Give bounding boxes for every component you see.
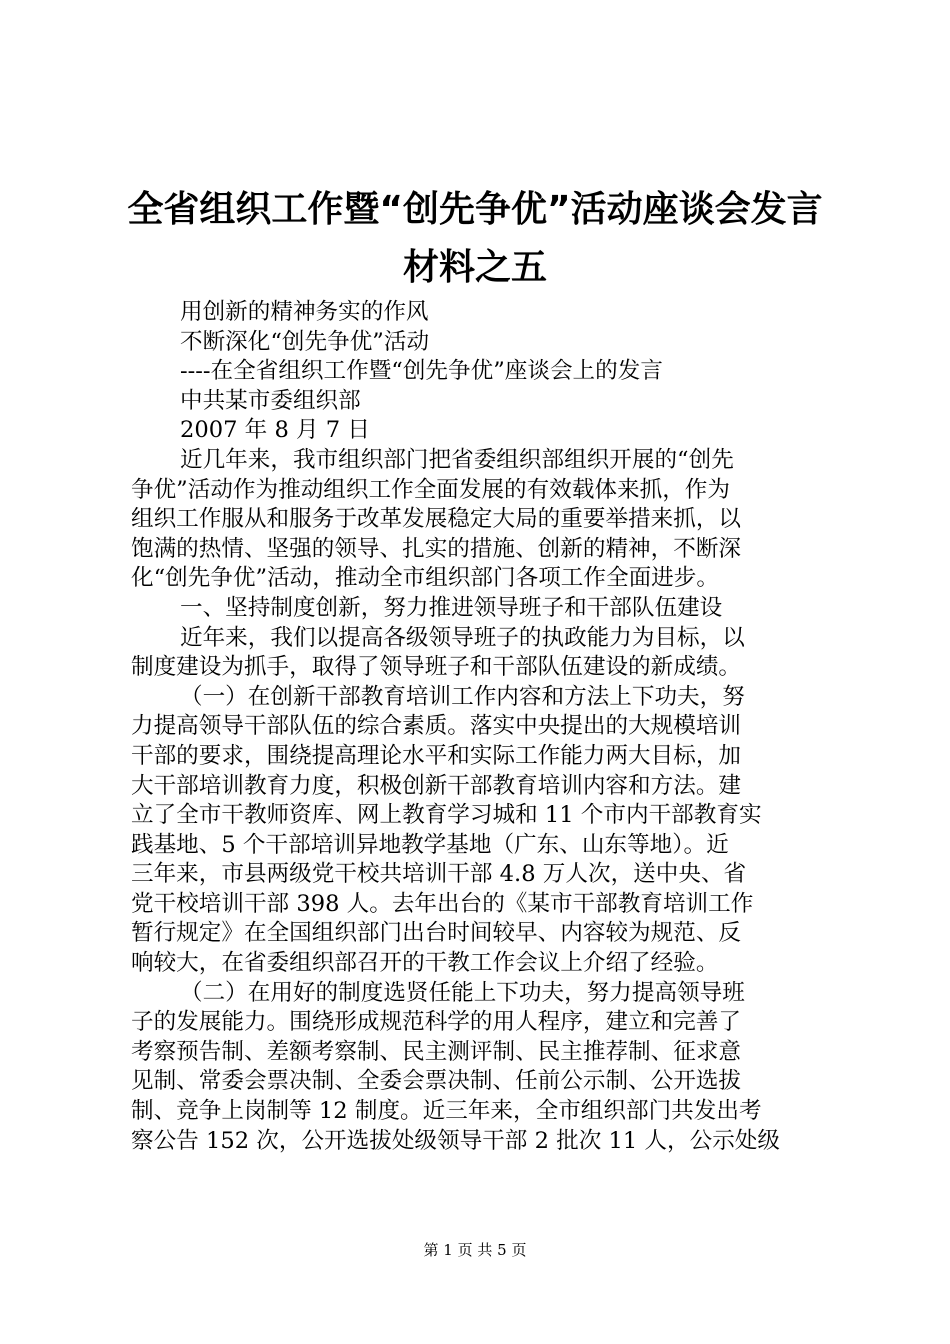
paragraph-line: （一）在创新干部教育培训工作内容和方法上下功夫，努 [180, 683, 745, 710]
paragraph-line: 考察预告制、差额考察制、民主测评制、民主推荐制、征求意 [131, 1038, 742, 1065]
document-body [131, 298, 831, 1156]
paragraph-line: 干部的要求，围绕提高理论水平和实际工作能力两大目标，加 [131, 742, 742, 769]
author-line: 中共某市委组织部 [180, 387, 361, 414]
subtitle-line: ----在全省组织工作暨“创先争优”座谈会上的发言 [180, 358, 663, 385]
date-line: 2007 年 8 月 7 日 [180, 417, 370, 444]
paragraph-line: 制度建设为抓手，取得了领导班子和干部队伍建设的新成绩。 [131, 654, 742, 681]
paragraph-line: 党干校培训干部 398 人。去年出台的《某市干部教育培训工作 [131, 890, 754, 917]
paragraph-line: 近年来，我们以提高各级领导班子的执政能力为目标，以 [180, 624, 745, 651]
paragraph-line: 察公告 152 次，公开选拔处级领导干部 2 批次 11 人，公示处级 [131, 1127, 780, 1154]
paragraph-line: 见制、常委会票决制、全委会票决制、任前公示制、公开选拔 [131, 1068, 742, 1095]
paragraph-line: 暂行规定》在全国组织部门出台时间较早、内容较为规范、反 [131, 920, 742, 947]
paragraph-line: 立了全市干教师资库、网上教育学习城和 11 个市内干部教育实 [131, 802, 762, 829]
paragraph-line: 三年来，市县两级党干校共培训干部 4.8 万人次，送中央、省 [131, 861, 747, 888]
paragraph-line: 近几年来，我市组织部门把省委组织部组织开展的“创先 [180, 446, 734, 473]
page-footer: 第 1 页 共 5 页 [423, 1241, 527, 1259]
paragraph-line: 践基地、5 个干部培训异地教学基地（广东、山东等地）。近 [131, 831, 729, 858]
paragraph-line: 响较大，在省委组织部召开的干教工作会议上介绍了经验。 [131, 950, 719, 977]
document-title-line-1: 全省组织工作暨“创先争优”活动座谈会发言 [127, 189, 823, 230]
document-title-line-2: 材料之五 [402, 247, 547, 288]
paragraph-line: 争优”活动作为推动组织工作全面发展的有效载体来抓，作为 [131, 476, 730, 503]
paragraph-line: 化“创先争优”活动，推动全市组织部门各项工作全面进步。 [131, 565, 719, 592]
subtitle-line: 用创新的精神务实的作风 [180, 299, 429, 325]
paragraph-line: 组织工作服从和服务于改革发展稳定大局的重要举措来抓，以 [131, 506, 742, 533]
paragraph-line: 饱满的热情、坚强的领导、扎实的措施、创新的精神，不断深 [131, 535, 742, 562]
paragraph-line: 制、竞争上岗制等 12 制度。近三年来，全市组织部门共发出考 [131, 1098, 762, 1125]
paragraph-line: （二）在用好的制度选贤任能上下功夫，努力提高领导班 [180, 979, 745, 1006]
subtitle-line: 不断深化“创先争优”活动 [180, 328, 430, 355]
paragraph-line: 大干部培训教育力度，积极创新干部教育培训内容和方法。建 [131, 772, 742, 799]
paragraph-line: 子的发展能力。围绕形成规范科学的用人程序，建立和完善了 [131, 1009, 742, 1036]
section-heading: 一、坚持制度创新，努力推进领导班子和干部队伍建设 [180, 594, 723, 621]
paragraph-line: 力提高领导干部队伍的综合素质。落实中央提出的大规模培训 [131, 713, 742, 740]
